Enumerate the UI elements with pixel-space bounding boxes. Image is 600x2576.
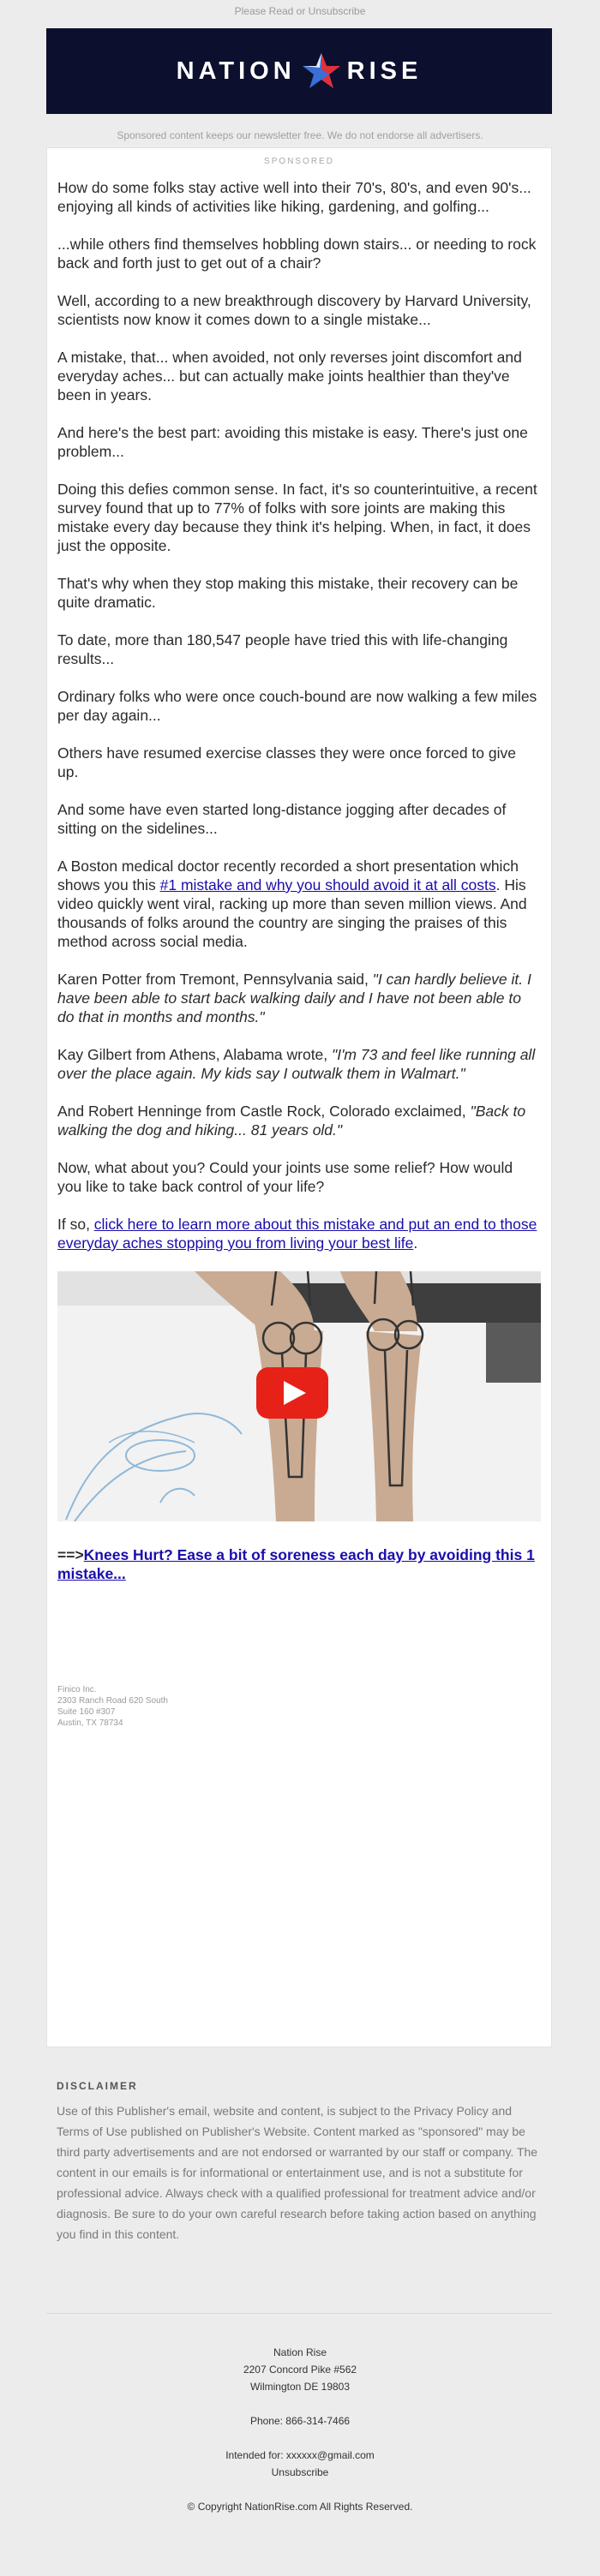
footer-phone: Phone: 866-314-7466 (249, 2415, 351, 2427)
ad-paragraph: Others have resumed exercise classes they were once forced to give up. (57, 744, 516, 780)
header-banner (46, 28, 552, 114)
text-segment: And Robert Henninge from Castle Rock, Colorado exclaimed, (57, 1103, 471, 1120)
disclaimer-title: DISCLAIMER (57, 2080, 138, 2092)
ad-paragraph: And some have even started long-distance jogging after decades of sitting on the sidelines... (57, 801, 507, 837)
logo-word-left: NATION (176, 57, 296, 85)
ad-paragraph: Now, what about you? Could your joints use some relief? How would you like to take back control of your life? (57, 1159, 513, 1195)
testimonial-quote: "Back to walking the dog and hiking... 81 years old." (57, 1103, 526, 1139)
footer-company: Nation Rise (273, 2346, 327, 2358)
ad-paragraph: Well, according to a new breakthrough discovery by Harvard University, scientists now know it comes down to a single mistake... (57, 292, 531, 328)
advertiser-address (57, 1684, 541, 1729)
disclaimer-section (57, 2080, 542, 2244)
ad-paragraph: ...while others find themselves hobbling down stairs... or needing to rock back and forth just to get out of a chair? (57, 236, 537, 272)
testimonial-karen (57, 970, 541, 1026)
address-line: 2303 Ranch Road 620 South (57, 1696, 168, 1706)
star-logo-icon (301, 51, 342, 92)
address-line: Austin, TX 78734 (57, 1718, 123, 1728)
sponsored-label: SPONSORED (264, 157, 334, 166)
ad-paragraph: Ordinary folks who were once couch-bound are now walking a few miles per day again... (57, 688, 537, 724)
unsubscribe-link[interactable]: Unsubscribe (271, 2466, 329, 2478)
logo-word-right: RISE (346, 57, 423, 85)
brand-logo[interactable] (177, 51, 423, 92)
testimonial-kay (57, 1045, 541, 1083)
video-thumbnail[interactable] (57, 1271, 541, 1521)
testimonial-quote: "I can hardly believe it. I have been able to start back walking daily and I have not been able to do that in months and months." (57, 971, 531, 1025)
text-segment: If so, (57, 1216, 94, 1233)
text-segment: Kay Gilbert from Athens, Alabama wrote, (57, 1046, 333, 1063)
ad-paragraph (57, 857, 541, 951)
cta-line (57, 1545, 541, 1583)
ad-paragraph: That's why when they stop making this mistake, their recovery can be quite dramatic. (57, 575, 519, 611)
footer-divider (46, 2313, 552, 2314)
mistake-link[interactable]: #1 mistake and why you should avoid it at all costs (159, 876, 496, 894)
text-segment: . (413, 1234, 418, 1252)
text-segment: A Boston medical doctor recently recorded a short presentation which shows you this (57, 858, 519, 894)
ad-paragraph: Doing this defies common sense. In fact, it's so counterintuitive, a recent survey found that up to 77% of folks with sore joints are making this mistake every day because they think it's helping. When, in fact, it does just the opposite. (57, 481, 537, 554)
address-line: Finico Inc. (57, 1685, 97, 1694)
footer-intended: Intended for: xxxxxx@gmail.com (225, 2449, 375, 2461)
cta-link[interactable]: Knees Hurt? Ease a bit of soreness each day by avoiding this 1 mistake... (57, 1546, 535, 1582)
unsubscribe-top-link[interactable]: Please Read or Unsubscribe (234, 5, 366, 17)
ad-paragraph (57, 1215, 541, 1252)
text-segment: Karen Potter from Tremont, Pennsylvania said, (57, 971, 373, 988)
ad-paragraph: And here's the best part: avoiding this mistake is easy. There's just one problem... (57, 424, 528, 460)
learn-more-link[interactable]: click here to learn more about this mistake and put an end to those everyday aches stopping you from living your best life (57, 1216, 537, 1252)
footer (0, 2344, 600, 2515)
ad-content (47, 166, 551, 1729)
ad-paragraph: To date, more than 180,547 people have tried this with life-changing results... (57, 631, 508, 667)
ad-card (46, 147, 552, 2047)
text-segment: . His video quickly went viral, racking up more than seven million views. And thousands of folks around the country are singing the praises of this method across social media. (57, 876, 527, 950)
footer-street: 2207 Concord Pike #562 (243, 2364, 357, 2376)
cta-arrow: ==> (57, 1546, 84, 1563)
sponsor-note: Sponsored content keeps our newsletter free. We do not endorse all advertisers. (117, 129, 483, 141)
testimonial-quote: "I'm 73 and feel like running all over the place again. My kids say I outwalk them in Walmart." (57, 1046, 536, 1082)
play-button-icon[interactable] (256, 1367, 328, 1419)
footer-city: Wilmington DE 19803 (249, 2381, 351, 2393)
address-line: Suite 160 #307 (57, 1707, 116, 1717)
copyright: © Copyright NationRise.com All Rights Reserved. (187, 2501, 413, 2513)
ad-paragraph: How do some folks stay active well into their 70's, 80's, and even 90's... enjoying all kinds of activities like hiking, gardening, and golfing... (57, 179, 531, 215)
ad-paragraph: A mistake, that... when avoided, not only reverses joint discomfort and everyday aches... but can actually make joints healthier than they've been in years. (57, 349, 522, 403)
disclaimer-body: Use of this Publisher's email, website and content, is subject to the Privacy Policy and Terms of Use published on Publisher's Website. Content marked as "sponsored" may be third party advertisements and are not endorsed or warranted by our staff or company. The content in our emails is for informational or entertainment use, and is not a substitute for professional advice. Always check with a qualified professional for treatment advice and/or diagnosis. Be sure to do your own careful research before taking action based on anything you find in this content. (57, 2104, 538, 2241)
testimonial-robert (57, 1102, 541, 1139)
